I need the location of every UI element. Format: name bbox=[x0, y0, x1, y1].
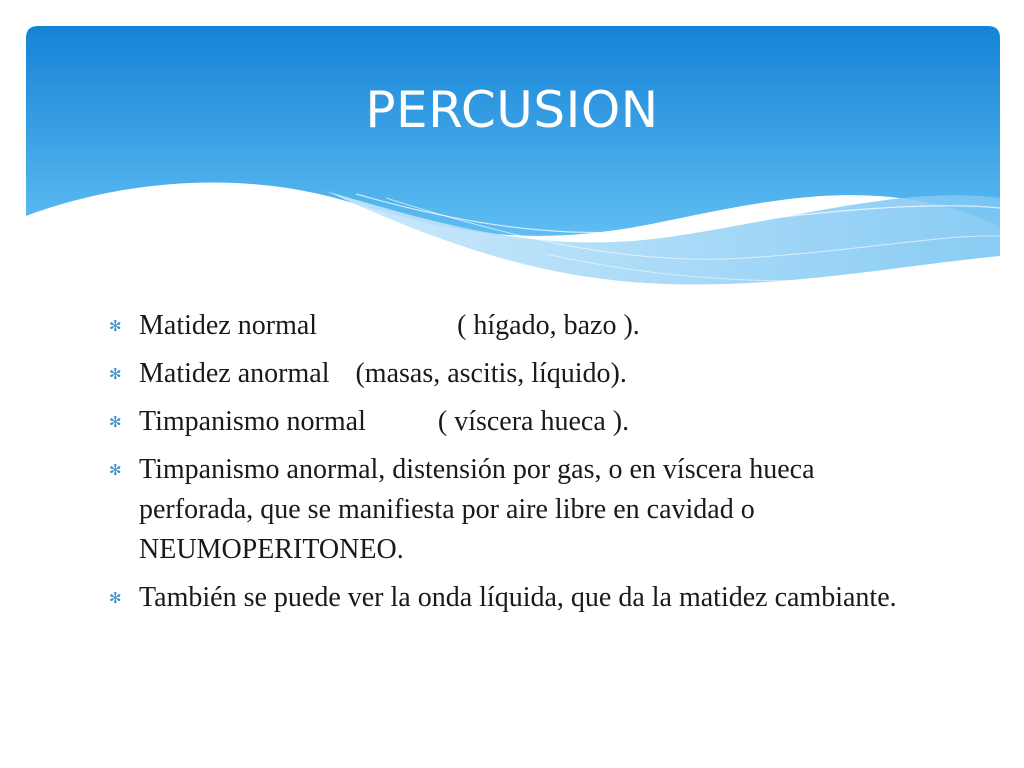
bullet-item bbox=[107, 306, 907, 346]
bullet-term: Matidez anormal bbox=[139, 358, 330, 389]
slide-title: PERCUSION bbox=[365, 81, 659, 139]
bullet-list bbox=[107, 306, 907, 626]
bullet-item bbox=[107, 402, 907, 442]
wave-background bbox=[26, 26, 1000, 296]
bullet-detail: (masas, ascitis, líquido). bbox=[355, 358, 627, 389]
bullet-detail: ( hígado, bazo ). bbox=[457, 310, 640, 341]
header-banner bbox=[26, 26, 1000, 296]
asterisk-bullet-icon: ✻ bbox=[109, 365, 122, 383]
bullet-detail: ( víscera hueca ). bbox=[437, 406, 630, 437]
bullet-text: Timpanismo anormal, distensión por gas, o en víscera hueca perforada, que se manifiesta por aire libre en cavidad o NEUMOPERITONEO. bbox=[139, 454, 815, 565]
bullet-item bbox=[107, 450, 907, 570]
bullet-item bbox=[107, 354, 907, 394]
asterisk-bullet-icon: ✻ bbox=[109, 413, 122, 431]
bullet-term: Matidez normal bbox=[139, 310, 318, 341]
bullet-text: También se puede ver la onda líquida, que da la matidez cambiante. bbox=[139, 582, 897, 613]
asterisk-bullet-icon: ✻ bbox=[109, 461, 122, 479]
bullet-term: Timpanismo normal bbox=[139, 406, 366, 437]
bullet-item bbox=[107, 578, 907, 618]
asterisk-bullet-icon: ✻ bbox=[109, 589, 122, 607]
asterisk-bullet-icon: ✻ bbox=[109, 317, 122, 335]
